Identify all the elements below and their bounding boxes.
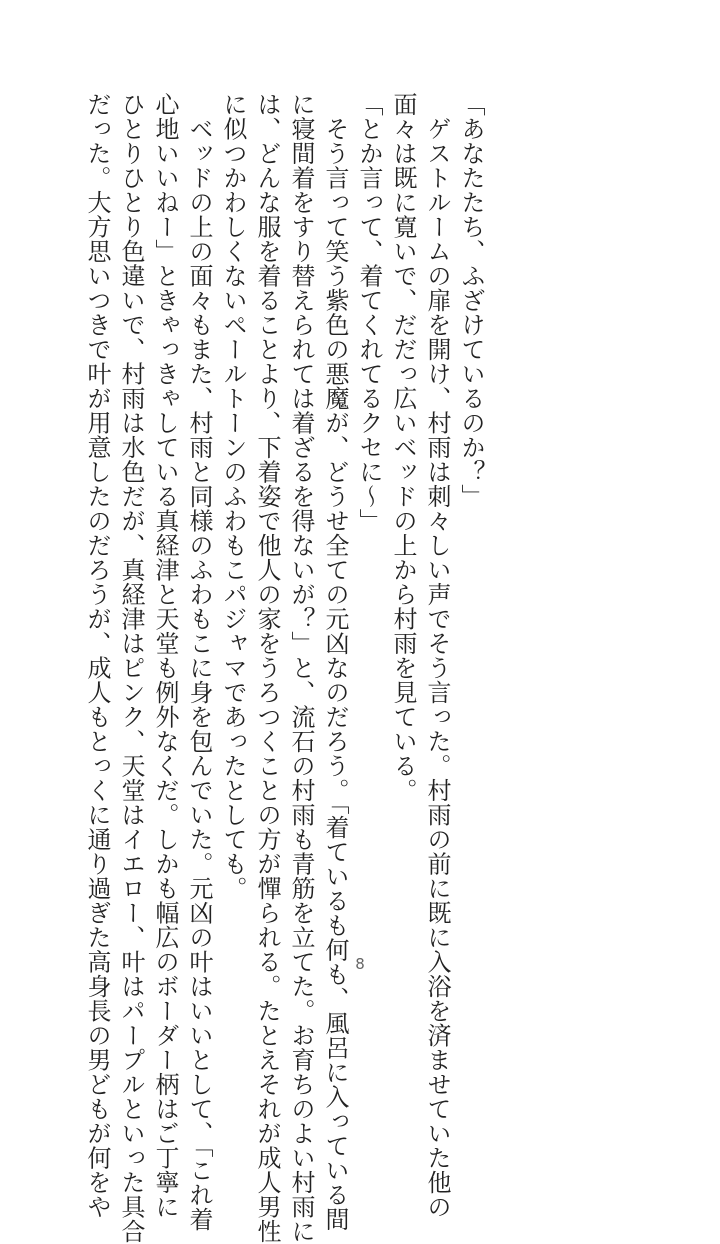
text-line-5: そう言って笑う紫色の悪魔が、どうせ全ての元凶なのだろう。「着ているも何も、風呂に入っている間 (321, 92, 349, 1232)
page-number: 8 (355, 955, 365, 973)
text-line-4: 「とか言って、着てくれてるクセに〜」 (355, 92, 383, 533)
text-line-8: に似つかわしくないペールトーンのふわもこパジャマであったとしても。 (219, 92, 247, 901)
text-line-3: 面々は既に寛いで、だだっ広いベッドの上から村雨を見ている。 (389, 92, 417, 803)
text-line-12: だった。大方思いつきで叶が用意したのだろうが、成人もとっくに通り過ぎた高身長の男どもが何をや (83, 92, 111, 1219)
text-line-7: は、どんな服を着ることより、下着姿で他人の家をうろつくことの方が憚られる。たとえそれが成人男性 (253, 92, 281, 1244)
text-line-1: 「あなたたち、ふざけているのか？」 (457, 92, 485, 509)
text-line-11: ひとりひとり色違いで、村雨は水色だが、真経津はピンク、天堂はイエロー、叶はパープルといった具合 (117, 92, 145, 1244)
body-text (80, 92, 488, 1244)
text-line-2: ゲストルームの扉を開け、村雨は刺々しい声でそう言った。村雨の前に既に入浴を済ませていた他の (423, 92, 451, 1219)
text-line-10: 心地いいねー」ときゃっきゃしている真経津と天堂も例外なくだ。しかも幅広のボーダー柄はご丁寧に (151, 92, 179, 1219)
text-line-9: ベッドの上の面々もまた、村雨と同様のふわもこに身を包んでいた。元凶の叶はいいとして、「これ着 (185, 92, 213, 1232)
text-line-6: に寝間着をすり替えられては着ざるを得ないが？」と、流石の村雨も青筋を立てた。お育ちのよい村雨に (287, 92, 315, 1244)
